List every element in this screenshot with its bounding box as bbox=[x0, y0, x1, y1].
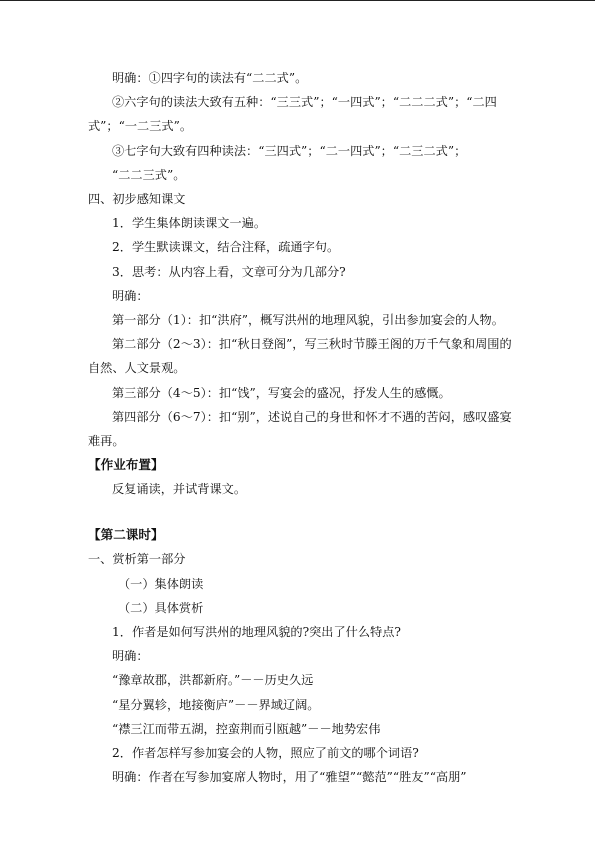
spacer bbox=[88, 501, 518, 523]
section-heading: 一、赏析第一部分 bbox=[88, 552, 186, 567]
paragraph: 第二部分（2～3）：扣“秋日登阁”，写三秋时节滕王阁的万千气象和周围的自然、人文景观。 bbox=[88, 337, 512, 376]
list-item: 1．学生集体朗读课文一遍。 bbox=[112, 216, 267, 231]
paragraph: 反复诵读，并试背课文。 bbox=[112, 482, 247, 497]
sub-heading: （二）具体赏析 bbox=[118, 600, 204, 615]
quote-line: “星分翼轸，地接衡庐”－－界域辽阔。 bbox=[112, 697, 320, 712]
paragraph: 第一部分（1）：扣“洪府”，概写洪州的地理风貌，引出参加宴会的人物。 bbox=[112, 313, 504, 328]
sub-heading: （一）集体朗读 bbox=[118, 576, 204, 591]
assignment-heading: 【作业布置】 bbox=[88, 457, 164, 473]
paragraph: “二二三式”。 bbox=[112, 167, 186, 182]
page-top-border bbox=[0, 0, 595, 1]
paragraph: ②六字句的读法大致有五种：“三三式”；“一四式”；“二二二式”；“二四式”；“一二三式”。 bbox=[88, 95, 497, 134]
paragraph: 明确： bbox=[112, 649, 149, 664]
list-item: 2．学生默读课文，结合注释，疏通字句。 bbox=[112, 240, 340, 255]
paragraph: 明确：作者在写参加宴席人物时，用了“雅望”“懿范”“胜友”“高朋” bbox=[112, 770, 467, 785]
quote-line: “豫章故郡，洪都新府。”－－历史久远 bbox=[112, 673, 314, 688]
question: 1．作者是如何写洪州的地理风貌的?突出了什么特点? bbox=[112, 625, 401, 640]
document-page bbox=[88, 66, 518, 789]
paragraph: 明确： bbox=[112, 288, 149, 303]
quote-line: “襟三江而带五湖，控蛮荆而引瓯越”－－地势宏伟 bbox=[112, 721, 381, 736]
section-heading: 四、初步感知课文 bbox=[88, 192, 186, 207]
paragraph: 第三部分（4～5）：扣“饯”，写宴会的盛况，抒发人生的感慨。 bbox=[112, 385, 451, 400]
paragraph: 明确：①四字句的读法有“二二式”。 bbox=[112, 71, 308, 85]
list-item: 3．思考：从内容上看，文章可分为几部分? bbox=[112, 264, 346, 279]
question: 2．作者怎样写参加宴会的人物，照应了前文的哪个词语? bbox=[112, 746, 419, 761]
paragraph: 第四部分（6～7）：扣“别”，述说自己的身世和怀才不遇的苦闷，感叹盛宴难再。 bbox=[88, 409, 512, 449]
paragraph: ③七字句大致有四种读法：“三四式”；“二一四式”；“二三二式”； bbox=[112, 143, 467, 158]
second-lesson-heading: 【第二课时】 bbox=[88, 527, 164, 543]
